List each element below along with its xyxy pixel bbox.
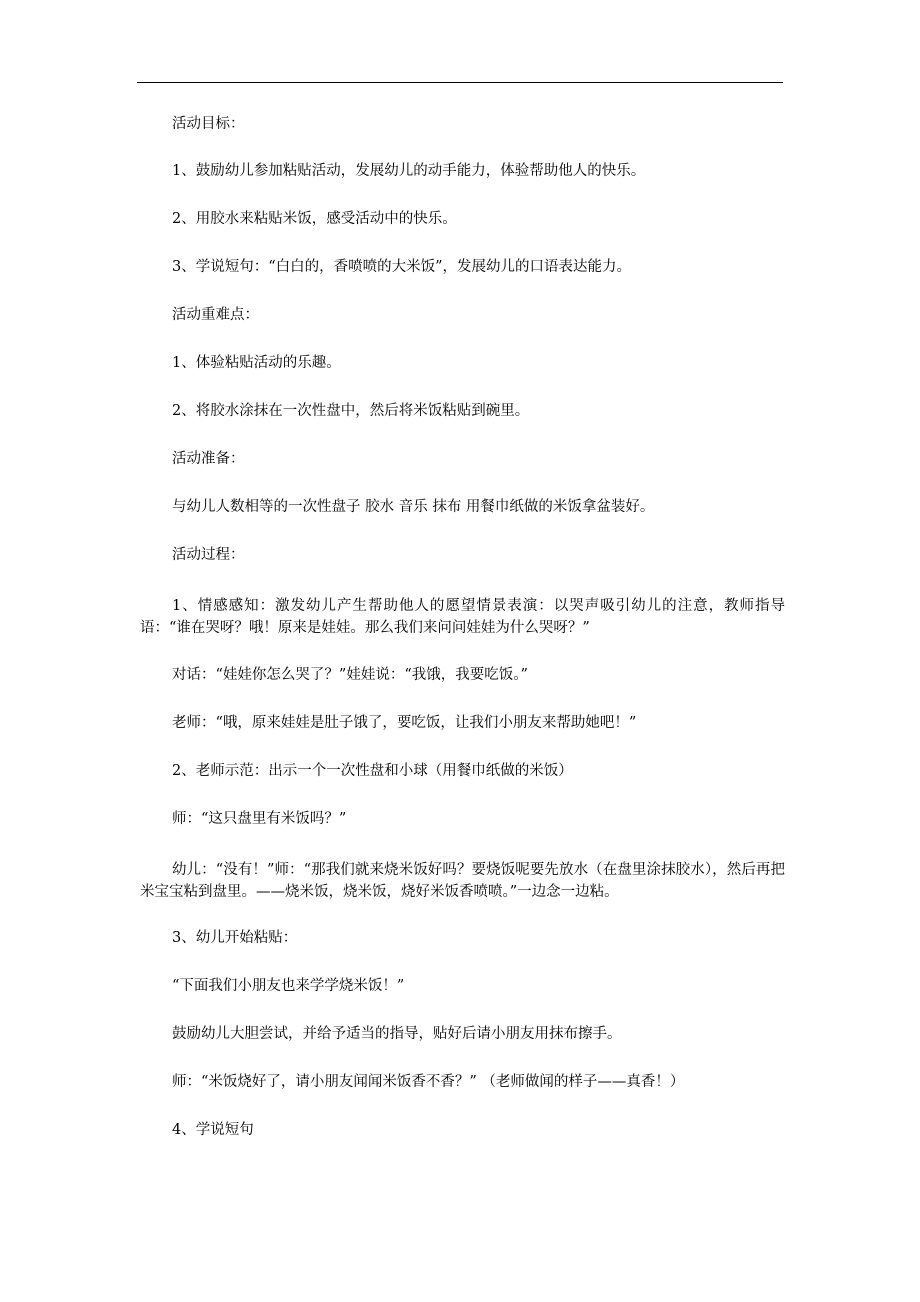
goal-item-3: 3、学说短句：“白白的，香喷喷的大米饭”，发展幼儿的口语表达能力。 (172, 259, 632, 275)
process-step-3: 3、幼儿开始粘贴： (172, 930, 298, 946)
dialogue-1: 对话：“娃娃你怎么哭了？”娃娃说：“我饿，我要吃饭。” (172, 667, 528, 683)
process-step-2: 2、老师示范：出示一个一次性盘和小球（用餐巾纸做的米饭） (172, 763, 573, 779)
teacher-line-1: 老师：“哦，原来娃娃是肚子饿了，要吃饭，让我们小朋友来帮助她吧！” (172, 715, 637, 731)
heading-key-points: 活动重难点： (172, 307, 259, 323)
teacher-line-2: 师：“米饭烧好了，请小朋友闻闻米饭香不香？” （老师做闻的样子——真香！） (172, 1074, 685, 1090)
encourage-line: 鼓励幼儿大胆尝试，并给予适当的指导，贴好后请小朋友用抹布擦手。 (172, 1026, 622, 1042)
children-dialogue: 幼儿：“没有！”师：“那我们就来烧米饭好吗？要烧饭呢要先放水（在盘里涂抹胶水），然后再把米宝宝粘到盘里。——烧米饭，烧米饭，烧好米饭香喷喷。”一边念一边粘。 (140, 862, 785, 900)
process-step-4: 4、学说短句 (172, 1122, 254, 1138)
goal-item-2: 2、用胶水来粘贴米饭，感受活动中的快乐。 (172, 211, 457, 227)
header-rule (137, 82, 783, 83)
heading-preparation: 活动准备： (172, 451, 245, 467)
invitation-line: “下面我们小朋友也来学学烧米饭！” (172, 978, 405, 994)
heading-process: 活动过程： (172, 547, 245, 563)
preparation-text: 与幼儿人数相等的一次性盘子 胶水 音乐 抹布 用餐巾纸做的米饭拿盆装好。 (172, 499, 655, 515)
heading-activity-goals: 活动目标： (172, 116, 245, 132)
teacher-question: 师：“这只盘里有米饭吗？” (172, 811, 347, 827)
goal-item-1: 1、鼓励幼儿参加粘贴活动，发展幼儿的动手能力，体验帮助他人的快乐。 (172, 163, 646, 179)
process-step-1: 1、情感感知：激发幼儿产生帮助他人的愿望情景表演：以哭声吸引幼儿的注意，教师指导语：“谁在哭呀？哦！原来是娃娃。那么我们来问问娃娃为什么哭呀？” (140, 598, 785, 636)
key-point-2: 2、将胶水涂抹在一次性盘中，然后将米饭粘贴到碗里。 (172, 403, 530, 419)
key-point-1: 1、体验粘贴活动的乐趣。 (172, 355, 341, 371)
